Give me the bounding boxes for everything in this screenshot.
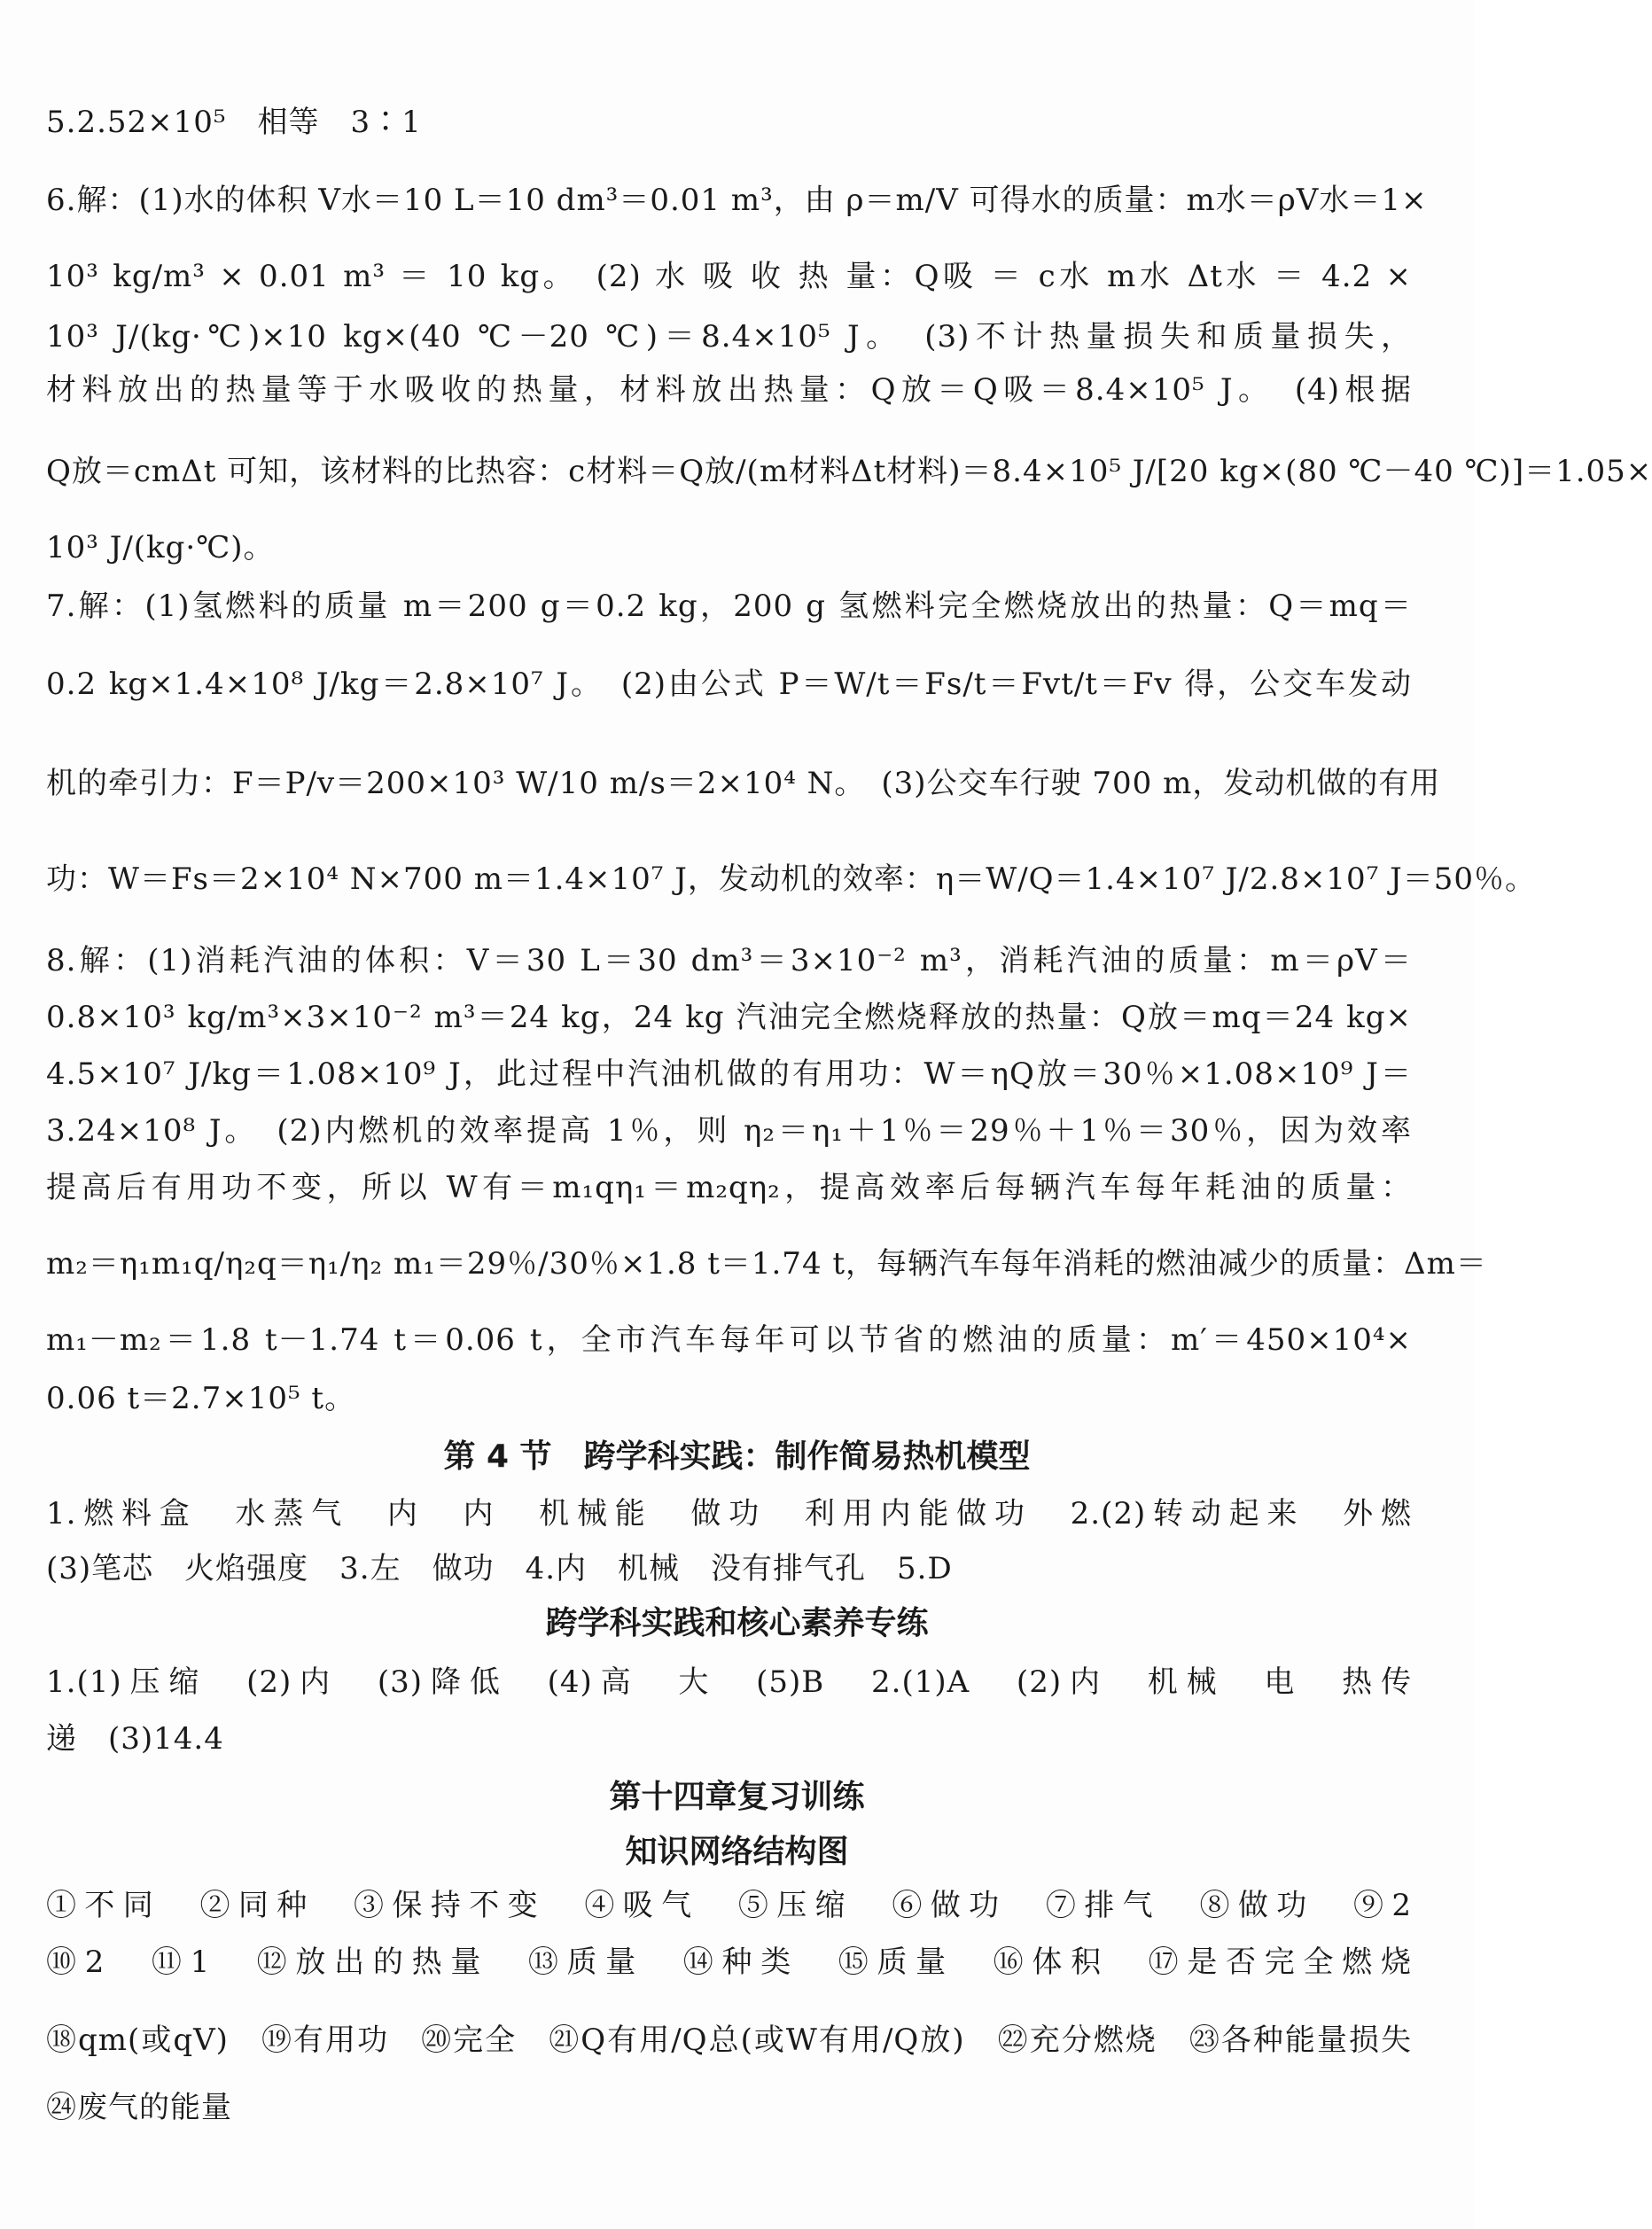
answer-line: 机的牵引力：F＝P/v＝200×10³ W/10 m/s＝2×10⁴ N。 (3)公交车行驶 700 m，发动机做的有用 <box>46 766 1441 801</box>
answer-line: ⑱qm(或qV) ⑲有用功 ⑳完全 ㉑Q有用/Q总(或W有用/Q放) ㉒充分燃烧 ㉓各种能量损失 <box>46 2022 1412 2058</box>
answer-line: 10³ kg/m³ × 0.01 m³ ＝ 10 kg。 (2) 水 吸 收 热 量：Q吸 ＝ c水 m水 Δt水 ＝ 4.2 × <box>46 259 1412 294</box>
answer-line: ①不同 ②同种 ③保持不变 ④吸气 ⑤压缩 ⑥做功 ⑦排气 ⑧做功 ⑨2 <box>46 1888 1412 1923</box>
answer-line: 7.解：(1)氢燃料的质量 m＝200 g＝0.2 kg，200 g 氢燃料完全燃烧放出的热量：Q＝mq＝ <box>46 588 1412 624</box>
answer-line: m₂＝η₁m₁q/η₂q＝η₁/η₂ m₁＝29％/30％×1.8 t＝1.74 t，每辆汽车每年消耗的燃油减少的质量：Δm＝ <box>46 1246 1487 1282</box>
answer-line: 0.8×10³ kg/m³×3×10⁻² m³＝24 kg，24 kg 汽油完全燃烧释放的热量：Q放＝mq＝24 kg× <box>46 1000 1412 1035</box>
network-title: 知识网络结构图 <box>625 1834 849 1870</box>
answer-line: 提高后有用功不变，所以 W有＝m₁qη₁＝m₂qη₂，提高效率后每辆汽车每年耗油的质量： <box>46 1170 1412 1205</box>
answer-line: 5.2.52×10⁵ 相等 3∶1 <box>46 105 422 140</box>
answer-line: 0.06 t＝2.7×10⁵ t。 <box>46 1381 356 1416</box>
answer-line: 10³ J/(kg·℃)。 <box>46 530 275 565</box>
chapter-review-title: 第十四章复习训练 <box>609 1779 865 1815</box>
answer-line: 10³ J/(kg·℃)×10 kg×(40 ℃－20 ℃)＝8.4×10⁵ J。 (3)不计热量损失和质量损失， <box>46 319 1412 355</box>
answer-line: 4.5×10⁷ J/kg＝1.08×10⁹ J，此过程中汽油机做的有用功：W＝ηQ放＝30％×1.08×10⁹ J＝ <box>46 1056 1412 1092</box>
answer-line: 递 (3)14.4 <box>46 1721 224 1757</box>
answer-line: Q放＝cmΔt 可知，该材料的比热容：c材料＝Q放/(m材料Δt材料)＝8.4×10⁵ J/[20 kg×(80 ℃－40 ℃)]＝1.05× <box>46 454 1652 489</box>
answer-line: 0.2 kg×1.4×10⁸ J/kg＝2.8×10⁷ J。 (2)由公式 P＝W/t＝Fs/t＝Fvt/t＝Fv 得，公交车发动 <box>46 666 1412 702</box>
answer-line: ⑩2 ⑪1 ⑫放出的热量 ⑬质量 ⑭种类 ⑮质量 ⑯体积 ⑰是否完全燃烧 <box>46 1945 1412 1980</box>
answer-line: 1.(1)压缩 (2)内 (3)降低 (4)高 大 (5)B 2.(1)A (2)内 机械 电 热传 <box>46 1664 1412 1700</box>
answer-line: 材料放出的热量等于水吸收的热量，材料放出热量：Q放＝Q吸＝8.4×10⁵ J。 (4)根据 <box>46 372 1412 408</box>
section-heading: 跨学科实践和核心素养专练 <box>545 1605 929 1641</box>
answer-line: 6.解：(1)水的体积 V水＝10 L＝10 dm³＝0.01 m³，由 ρ＝m/V 可得水的质量：m水＝ρV水＝1× <box>46 183 1428 218</box>
answer-line: 8.解：(1)消耗汽油的体积：V＝30 L＝30 dm³＝3×10⁻² m³，消耗汽油的质量：m＝ρV＝ <box>46 943 1412 978</box>
section-heading: 第 4 节 跨学科实践：制作简易热机模型 <box>443 1438 1031 1475</box>
answer-line: (3)笔芯 火焰强度 3.左 做功 4.内 机械 没有排气孔 5.D <box>46 1551 953 1586</box>
answer-line: m₁－m₂＝1.8 t－1.74 t＝0.06 t，全市汽车每年可以节省的燃油的质量：m′＝450×10⁴× <box>46 1322 1412 1358</box>
answer-line: 3.24×10⁸ J。 (2)内燃机的效率提高 1％，则 η₂＝η₁＋1％＝29％＋1％＝30％，因为效率 <box>46 1113 1412 1149</box>
answer-line: ㉔废气的能量 <box>46 2090 232 2125</box>
answer-line: 1.燃料盒 水蒸气 内 内 机械能 做功 利用内能做功 2.(2)转动起来 外燃 <box>46 1496 1412 1531</box>
answer-line: 功：W＝Fs＝2×10⁴ N×700 m＝1.4×10⁷ J，发动机的效率：η＝W/Q＝1.4×10⁷ J/2.8×10⁷ J＝50％。 <box>46 861 1537 897</box>
